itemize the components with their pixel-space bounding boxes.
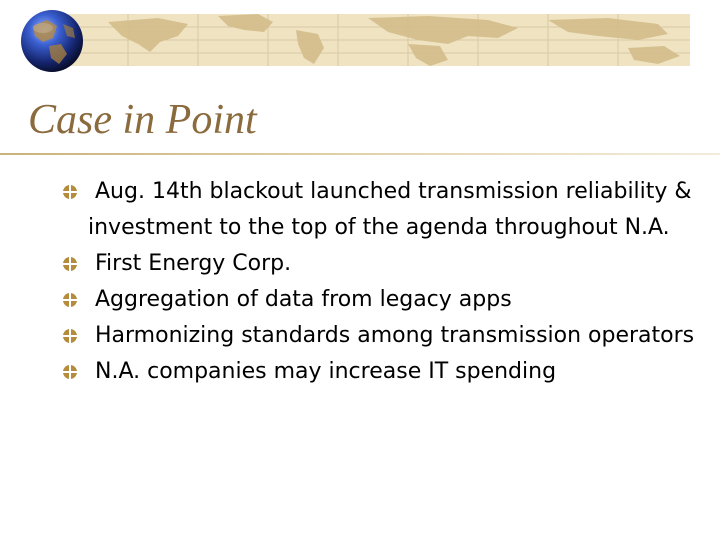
bullet-item — [62, 174, 702, 246]
bullet-text: N.A. companies may increase IT spending — [88, 359, 557, 384]
bullet-item — [62, 318, 702, 354]
bullet-icon — [62, 292, 78, 308]
bullet-text: First Energy Corp. — [88, 251, 292, 276]
bullet-icon — [62, 364, 78, 380]
world-map-banner — [68, 14, 690, 66]
bullet-item — [62, 354, 702, 390]
bullet-list — [62, 174, 702, 390]
world-map — [68, 14, 690, 66]
bullet-icon — [62, 184, 78, 200]
bullet-item — [62, 246, 702, 282]
title-divider — [0, 153, 720, 155]
globe-icon — [19, 8, 85, 74]
bullet-item — [62, 282, 702, 318]
bullet-text: Aug. 14th blackout launched transmission reliability & investment to the top of the agenda throughout N.A. — [88, 179, 699, 240]
bullet-icon — [62, 256, 78, 272]
bullet-text: Harmonizing standards among transmission operators — [88, 323, 695, 348]
slide-title: Case in Point — [28, 97, 257, 143]
bullet-icon — [62, 328, 78, 344]
bullet-text: Aggregation of data from legacy apps — [88, 287, 512, 312]
